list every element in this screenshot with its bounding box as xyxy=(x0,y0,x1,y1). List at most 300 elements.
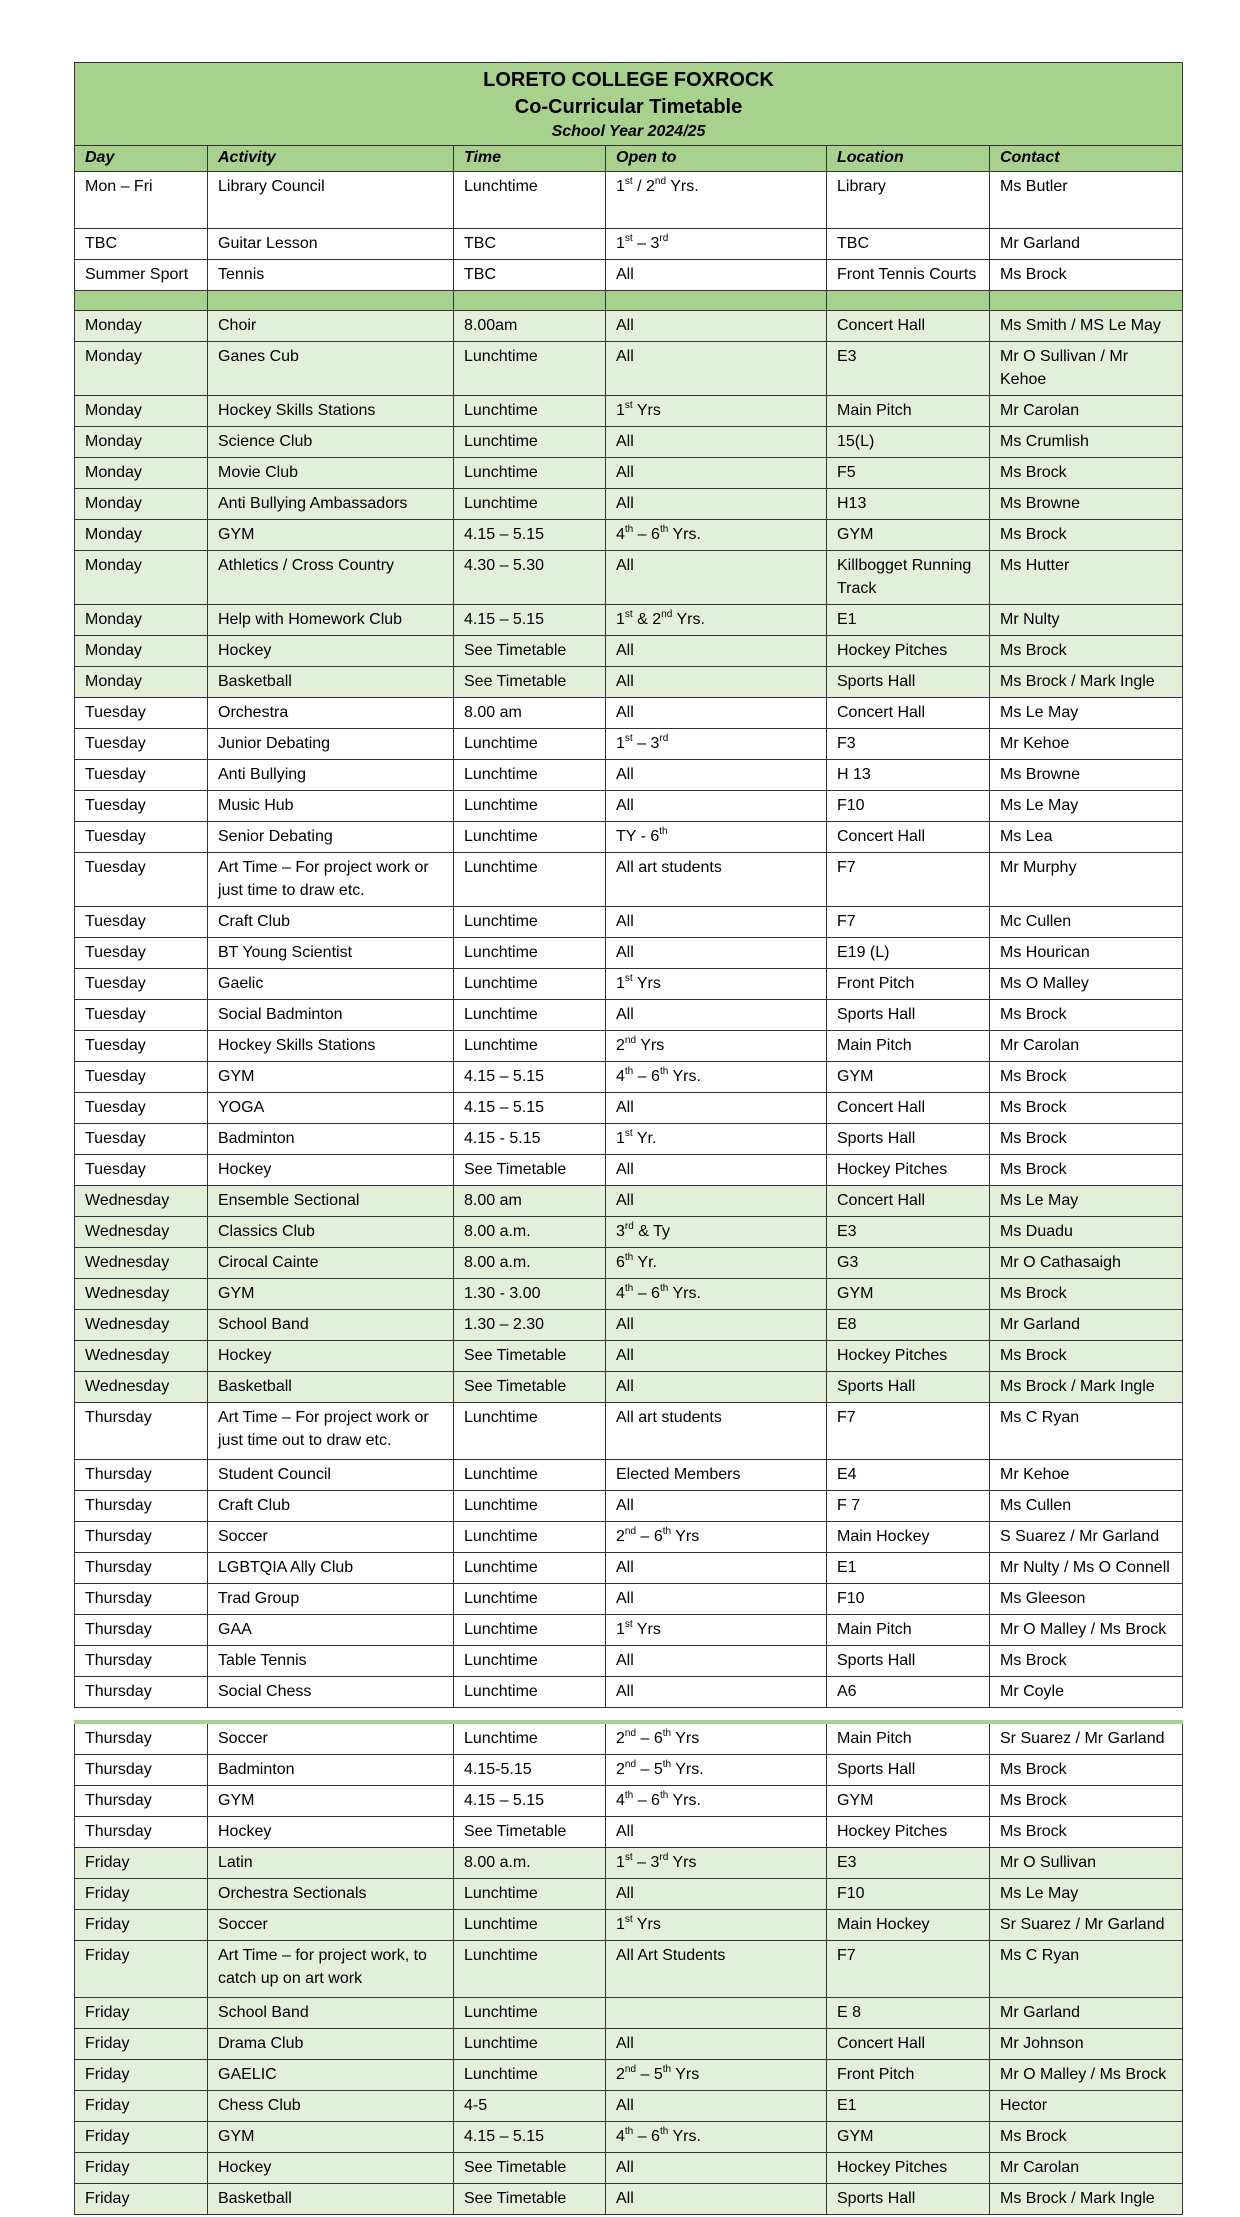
cell-contact: Ms Le May xyxy=(990,1879,1183,1910)
cell-day: TBC xyxy=(75,229,208,260)
cell-day: Tuesday xyxy=(75,853,208,907)
cell-location: Sports Hall xyxy=(827,2184,990,2215)
cell-open: 1st / 2nd Yrs. xyxy=(606,172,827,229)
cell-day: Tuesday xyxy=(75,1031,208,1062)
cell-activity: Table Tennis xyxy=(208,1646,454,1677)
cell-contact: Ms Le May xyxy=(990,791,1183,822)
table-row xyxy=(75,822,1183,853)
cell-location: Sports Hall xyxy=(827,1000,990,1031)
cell-activity: Senior Debating xyxy=(208,822,454,853)
cell-contact: Ms Brock xyxy=(990,260,1183,291)
cell-open: All xyxy=(606,1491,827,1522)
cell-time: TBC xyxy=(454,260,606,291)
cell-contact: Mr Garland xyxy=(990,1310,1183,1341)
cell-time: Lunchtime xyxy=(454,1722,606,1755)
cell-activity: Movie Club xyxy=(208,458,454,489)
table-row xyxy=(75,1755,1183,1786)
table-row xyxy=(75,2060,1183,2091)
table-row xyxy=(75,667,1183,698)
table-row xyxy=(75,1817,1183,1848)
cell-time: Lunchtime xyxy=(454,853,606,907)
cell-time: See Timetable xyxy=(454,2153,606,2184)
cell-contact: Ms Hutter xyxy=(990,551,1183,605)
cell-time: 8.00am xyxy=(454,311,606,342)
cell-contact: Ms Brock xyxy=(990,1817,1183,1848)
cell-activity: Basketball xyxy=(208,1372,454,1403)
cell-location: F7 xyxy=(827,1941,990,1998)
cell-time: 4.15 – 5.15 xyxy=(454,1062,606,1093)
table-row xyxy=(75,1155,1183,1186)
cell-time: Lunchtime xyxy=(454,907,606,938)
table-row xyxy=(75,1848,1183,1879)
cell-time: See Timetable xyxy=(454,636,606,667)
cell-location: GYM xyxy=(827,1786,990,1817)
cell-activity: Library Council xyxy=(208,172,454,229)
cell-time: 8.00 am xyxy=(454,698,606,729)
cell-activity: GAELIC xyxy=(208,2060,454,2091)
cell-day: Thursday xyxy=(75,1553,208,1584)
cell-day: Monday xyxy=(75,636,208,667)
cell-time: 1.30 - 3.00 xyxy=(454,1279,606,1310)
cell-day: Tuesday xyxy=(75,1155,208,1186)
cell-activity: Hockey xyxy=(208,2153,454,2184)
cell-day: Tuesday xyxy=(75,1062,208,1093)
table-row xyxy=(75,260,1183,291)
cell-contact: Ms Butler xyxy=(990,172,1183,229)
table-row xyxy=(75,938,1183,969)
cell-day: Tuesday xyxy=(75,907,208,938)
cell-location: Front Pitch xyxy=(827,2060,990,2091)
cell-open: Elected Members xyxy=(606,1460,827,1491)
cell-activity: Orchestra Sectionals xyxy=(208,1879,454,1910)
table-row xyxy=(75,729,1183,760)
cell-activity: Anti Bullying xyxy=(208,760,454,791)
cell-contact: Ms Brock / Mark Ingle xyxy=(990,1372,1183,1403)
cell-contact: Mr Carolan xyxy=(990,2153,1183,2184)
cell-location: Library xyxy=(827,172,990,229)
cell-activity: Hockey Skills Stations xyxy=(208,1031,454,1062)
cell-contact: Sr Suarez / Mr Garland xyxy=(990,1722,1183,1755)
cell-time: See Timetable xyxy=(454,1155,606,1186)
school-name: LORETO COLLEGE FOXROCK xyxy=(483,69,774,91)
cell-activity: Soccer xyxy=(208,1722,454,1755)
cell-activity: Guitar Lesson xyxy=(208,229,454,260)
cell-time: Lunchtime xyxy=(454,489,606,520)
table-row xyxy=(75,969,1183,1000)
cell-time: Lunchtime xyxy=(454,1491,606,1522)
table-row xyxy=(75,605,1183,636)
cell-time: 4.30 – 5.30 xyxy=(454,551,606,605)
cell-location: GYM xyxy=(827,520,990,551)
cell-day: Monday xyxy=(75,427,208,458)
cell-day: Monday xyxy=(75,458,208,489)
cell-day: Thursday xyxy=(75,1615,208,1646)
cell-location: GYM xyxy=(827,1279,990,1310)
cell-location: F3 xyxy=(827,729,990,760)
table-2-body xyxy=(75,1722,1183,2215)
cell-location: Sports Hall xyxy=(827,1646,990,1677)
table-row xyxy=(75,1786,1183,1817)
cell-time: Lunchtime xyxy=(454,396,606,427)
cell-open: All xyxy=(606,1677,827,1708)
cell-time: Lunchtime xyxy=(454,458,606,489)
col-header-location: Location xyxy=(827,146,990,172)
cell-open: 1st – 3rd Yrs xyxy=(606,1848,827,1879)
cell-day: Monday xyxy=(75,520,208,551)
cell-location: Main Hockey xyxy=(827,1910,990,1941)
cell-activity: Ensemble Sectional xyxy=(208,1186,454,1217)
cell-contact: Ms O Malley xyxy=(990,969,1183,1000)
cell-contact: Ms Browne xyxy=(990,489,1183,520)
cell-open: All xyxy=(606,551,827,605)
table-row xyxy=(75,1124,1183,1155)
cell-activity: Basketball xyxy=(208,2184,454,2215)
cell-time: Lunchtime xyxy=(454,1677,606,1708)
cell-day: Thursday xyxy=(75,1646,208,1677)
cell-open: 1st Yr. xyxy=(606,1124,827,1155)
cell-open: All Art Students xyxy=(606,1941,827,1998)
cell-contact: Ms Brock / Mark Ingle xyxy=(990,667,1183,698)
cell-open: 1st Yrs xyxy=(606,1615,827,1646)
cell-day: Thursday xyxy=(75,1522,208,1553)
table-row xyxy=(75,760,1183,791)
cell-open: 1st – 3rd xyxy=(606,229,827,260)
cell-time: See Timetable xyxy=(454,1817,606,1848)
cell-activity: Help with Homework Club xyxy=(208,605,454,636)
cell-contact: Ms Duadu xyxy=(990,1217,1183,1248)
cell-contact: Mr Carolan xyxy=(990,396,1183,427)
cell-day: Tuesday xyxy=(75,1093,208,1124)
table-row xyxy=(75,520,1183,551)
cell-day: Monday xyxy=(75,667,208,698)
table-row xyxy=(75,1310,1183,1341)
cell-activity: Craft Club xyxy=(208,1491,454,1522)
cell-day: Tuesday xyxy=(75,969,208,1000)
cell-activity: Art Time – For project work or just time out to draw etc. xyxy=(208,1403,454,1460)
table-row xyxy=(75,427,1183,458)
table-row xyxy=(75,551,1183,605)
cell-day: Friday xyxy=(75,2184,208,2215)
cell-day: Tuesday xyxy=(75,760,208,791)
cell-time: Lunchtime xyxy=(454,1584,606,1615)
cell-time: 4.15 – 5.15 xyxy=(454,520,606,551)
cell-day: Wednesday xyxy=(75,1279,208,1310)
cell-location: Concert Hall xyxy=(827,1186,990,1217)
cell-contact: Mr Coyle xyxy=(990,1677,1183,1708)
cell-day: Friday xyxy=(75,1998,208,2029)
cell-contact: Mr O Cathasaigh xyxy=(990,1248,1183,1279)
cell-activity: Anti Bullying Ambassadors xyxy=(208,489,454,520)
cell-day: Friday xyxy=(75,2153,208,2184)
cell-activity: Hockey xyxy=(208,1341,454,1372)
table-row xyxy=(75,1403,1183,1460)
title-block xyxy=(75,63,1183,146)
cell-location: E1 xyxy=(827,2091,990,2122)
cell-location: Hockey Pitches xyxy=(827,1341,990,1372)
cell-time xyxy=(454,291,606,311)
timetable-table-1 xyxy=(74,62,1183,1708)
cell-open: All xyxy=(606,2029,827,2060)
cell-location: Concert Hall xyxy=(827,311,990,342)
cell-time: Lunchtime xyxy=(454,1910,606,1941)
timetable-document xyxy=(74,62,1182,2215)
table-row xyxy=(75,1910,1183,1941)
table-row xyxy=(75,2029,1183,2060)
cell-contact: Ms Brock xyxy=(990,520,1183,551)
cell-contact: Ms Brock xyxy=(990,1646,1183,1677)
cell-location: Concert Hall xyxy=(827,822,990,853)
cell-open: All xyxy=(606,458,827,489)
cell-contact: Ms Brock xyxy=(990,1755,1183,1786)
table-1-body xyxy=(75,172,1183,1708)
cell-contact: Mr Kehoe xyxy=(990,1460,1183,1491)
cell-time: Lunchtime xyxy=(454,2060,606,2091)
cell-location: E3 xyxy=(827,1848,990,1879)
cell-location: Concert Hall xyxy=(827,2029,990,2060)
cell-open: 4th – 6th Yrs. xyxy=(606,520,827,551)
cell-day: Tuesday xyxy=(75,791,208,822)
cell-day: Thursday xyxy=(75,1491,208,1522)
cell-time: Lunchtime xyxy=(454,760,606,791)
cell-contact: Ms Hourican xyxy=(990,938,1183,969)
cell-contact: Mr Murphy xyxy=(990,853,1183,907)
cell-location: E 8 xyxy=(827,1998,990,2029)
cell-contact: Mr Nulty / Ms O Connell xyxy=(990,1553,1183,1584)
cell-open: All xyxy=(606,2091,827,2122)
cell-contact: Ms Brock xyxy=(990,458,1183,489)
cell-contact: Ms Lea xyxy=(990,822,1183,853)
cell-day: Thursday xyxy=(75,1677,208,1708)
cell-contact: Ms Brock xyxy=(990,636,1183,667)
cell-time: Lunchtime xyxy=(454,2029,606,2060)
table-row xyxy=(75,2184,1183,2215)
cell-contact: Mr Nulty xyxy=(990,605,1183,636)
cell-contact: Mr O Sullivan / Mr Kehoe xyxy=(990,342,1183,396)
cell-location: F5 xyxy=(827,458,990,489)
cell-day: Monday xyxy=(75,605,208,636)
cell-open: 4th – 6th Yrs. xyxy=(606,1062,827,1093)
cell-day xyxy=(75,291,208,311)
cell-open: 4th – 6th Yrs. xyxy=(606,1279,827,1310)
cell-time: Lunchtime xyxy=(454,1553,606,1584)
cell-location: E1 xyxy=(827,605,990,636)
cell-location: Hockey Pitches xyxy=(827,1155,990,1186)
cell-open: All xyxy=(606,907,827,938)
cell-location: F10 xyxy=(827,791,990,822)
cell-day: Summer Sport xyxy=(75,260,208,291)
cell-time: Lunchtime xyxy=(454,1031,606,1062)
cell-activity: School Band xyxy=(208,1310,454,1341)
cell-time: See Timetable xyxy=(454,2184,606,2215)
cell-open: All xyxy=(606,791,827,822)
cell-time: See Timetable xyxy=(454,1341,606,1372)
cell-activity: Art Time – for project work, to catch up on art work xyxy=(208,1941,454,1998)
cell-activity: School Band xyxy=(208,1998,454,2029)
cell-location: F10 xyxy=(827,1584,990,1615)
cell-contact: Mr O Sullivan xyxy=(990,1848,1183,1879)
table-row xyxy=(75,1491,1183,1522)
page-title: Co-Curricular Timetable xyxy=(514,96,743,118)
cell-activity: BT Young Scientist xyxy=(208,938,454,969)
cell-activity: LGBTQIA Ally Club xyxy=(208,1553,454,1584)
cell-open: All xyxy=(606,2184,827,2215)
cell-location: Sports Hall xyxy=(827,1372,990,1403)
cell-contact xyxy=(990,291,1183,311)
cell-activity: Social Badminton xyxy=(208,1000,454,1031)
cell-time: Lunchtime xyxy=(454,1941,606,1998)
cell-contact: Ms Cullen xyxy=(990,1491,1183,1522)
table-row xyxy=(75,458,1183,489)
cell-time: Lunchtime xyxy=(454,969,606,1000)
cell-location: Hockey Pitches xyxy=(827,636,990,667)
cell-day: Friday xyxy=(75,2029,208,2060)
cell-time: Lunchtime xyxy=(454,1522,606,1553)
cell-contact: Ms Brock xyxy=(990,1093,1183,1124)
table-row xyxy=(75,311,1183,342)
cell-contact: Ms Brock xyxy=(990,1124,1183,1155)
cell-time: 1.30 – 2.30 xyxy=(454,1310,606,1341)
cell-activity: GAA xyxy=(208,1615,454,1646)
cell-open: All art students xyxy=(606,853,827,907)
table-row xyxy=(75,1372,1183,1403)
cell-day: Wednesday xyxy=(75,1217,208,1248)
timetable-table-2 xyxy=(74,1720,1183,2215)
col-header-day: Day xyxy=(75,146,208,172)
cell-day: Thursday xyxy=(75,1584,208,1615)
cell-open: All xyxy=(606,1155,827,1186)
cell-activity xyxy=(208,291,454,311)
cell-contact: Ms Brock xyxy=(990,2122,1183,2153)
cell-activity: Chess Club xyxy=(208,2091,454,2122)
cell-open: All xyxy=(606,1817,827,1848)
cell-day: Wednesday xyxy=(75,1186,208,1217)
table-gap xyxy=(74,1708,1182,1720)
cell-day: Thursday xyxy=(75,1722,208,1755)
cell-location: Hockey Pitches xyxy=(827,2153,990,2184)
cell-time: TBC xyxy=(454,229,606,260)
cell-open: All xyxy=(606,260,827,291)
cell-day: Tuesday xyxy=(75,938,208,969)
cell-activity: Drama Club xyxy=(208,2029,454,2060)
table-row xyxy=(75,172,1183,229)
cell-activity: Cirocal Cainte xyxy=(208,1248,454,1279)
cell-contact: Ms Crumlish xyxy=(990,427,1183,458)
cell-time: 4.15 - 5.15 xyxy=(454,1124,606,1155)
cell-time: Lunchtime xyxy=(454,427,606,458)
cell-open: 1st – 3rd xyxy=(606,729,827,760)
table-row xyxy=(75,853,1183,907)
cell-location: H 13 xyxy=(827,760,990,791)
cell-open: All xyxy=(606,2153,827,2184)
cell-activity: Music Hub xyxy=(208,791,454,822)
cell-location: Main Pitch xyxy=(827,396,990,427)
cell-contact: Ms Brock xyxy=(990,1062,1183,1093)
cell-location: GYM xyxy=(827,1062,990,1093)
cell-location: Sports Hall xyxy=(827,1755,990,1786)
cell-day: Monday xyxy=(75,551,208,605)
cell-day: Wednesday xyxy=(75,1310,208,1341)
cell-open: All xyxy=(606,427,827,458)
cell-open: All xyxy=(606,1372,827,1403)
table-row xyxy=(75,1941,1183,1998)
cell-time: 8.00 am xyxy=(454,1186,606,1217)
cell-time: Lunchtime xyxy=(454,1646,606,1677)
cell-location: Front Pitch xyxy=(827,969,990,1000)
cell-location: F10 xyxy=(827,1879,990,1910)
cell-time: Lunchtime xyxy=(454,1000,606,1031)
cell-contact: Ms Le May xyxy=(990,698,1183,729)
cell-location: Main Pitch xyxy=(827,1722,990,1755)
cell-time: Lunchtime xyxy=(454,1879,606,1910)
cell-day: Monday xyxy=(75,342,208,396)
cell-open: 2nd – 5th Yrs xyxy=(606,2060,827,2091)
table-row xyxy=(75,1279,1183,1310)
cell-location xyxy=(827,291,990,311)
cell-contact: Mr Carolan xyxy=(990,1031,1183,1062)
cell-location: Main Hockey xyxy=(827,1522,990,1553)
cell-activity: Trad Group xyxy=(208,1584,454,1615)
cell-activity: Hockey xyxy=(208,1155,454,1186)
cell-day: Tuesday xyxy=(75,1000,208,1031)
cell-location: H13 xyxy=(827,489,990,520)
cell-activity: Soccer xyxy=(208,1522,454,1553)
cell-time: Lunchtime xyxy=(454,791,606,822)
table-row xyxy=(75,791,1183,822)
cell-contact: Ms C Ryan xyxy=(990,1403,1183,1460)
cell-activity: Hockey Skills Stations xyxy=(208,396,454,427)
cell-activity: Orchestra xyxy=(208,698,454,729)
cell-time: 8.00 a.m. xyxy=(454,1848,606,1879)
cell-open: 1st Yrs xyxy=(606,969,827,1000)
cell-open: 2nd – 6th Yrs xyxy=(606,1522,827,1553)
table-row xyxy=(75,396,1183,427)
table-row xyxy=(75,2122,1183,2153)
cell-activity: Craft Club xyxy=(208,907,454,938)
cell-location: E19 (L) xyxy=(827,938,990,969)
cell-location: GYM xyxy=(827,2122,990,2153)
cell-contact: Ms Brock xyxy=(990,1000,1183,1031)
cell-activity: Science Club xyxy=(208,427,454,458)
cell-contact: S Suarez / Mr Garland xyxy=(990,1522,1183,1553)
cell-contact: Ms Smith / MS Le May xyxy=(990,311,1183,342)
cell-day: Mon – Fri xyxy=(75,172,208,229)
cell-day: Monday xyxy=(75,396,208,427)
table-row xyxy=(75,1998,1183,2029)
cell-day: Tuesday xyxy=(75,698,208,729)
table-row xyxy=(75,1186,1183,1217)
cell-open xyxy=(606,1998,827,2029)
cell-contact: Ms Brock / Mark Ingle xyxy=(990,2184,1183,2215)
table-row xyxy=(75,1460,1183,1491)
cell-activity: GYM xyxy=(208,1062,454,1093)
cell-activity: Ganes Cub xyxy=(208,342,454,396)
table-row xyxy=(75,342,1183,396)
table-row xyxy=(75,2153,1183,2184)
cell-open xyxy=(606,291,827,311)
cell-day: Friday xyxy=(75,1848,208,1879)
school-year: School Year 2024/25 xyxy=(551,123,706,140)
cell-activity: Tennis xyxy=(208,260,454,291)
cell-open: 3rd & Ty xyxy=(606,1217,827,1248)
cell-contact: Ms Brock xyxy=(990,1786,1183,1817)
cell-day: Wednesday xyxy=(75,1341,208,1372)
cell-day: Friday xyxy=(75,2060,208,2091)
cell-activity: GYM xyxy=(208,520,454,551)
cell-open: 2nd – 5th Yrs. xyxy=(606,1755,827,1786)
cell-day: Wednesday xyxy=(75,1248,208,1279)
cell-contact: Ms Brock xyxy=(990,1155,1183,1186)
cell-time: Lunchtime xyxy=(454,342,606,396)
